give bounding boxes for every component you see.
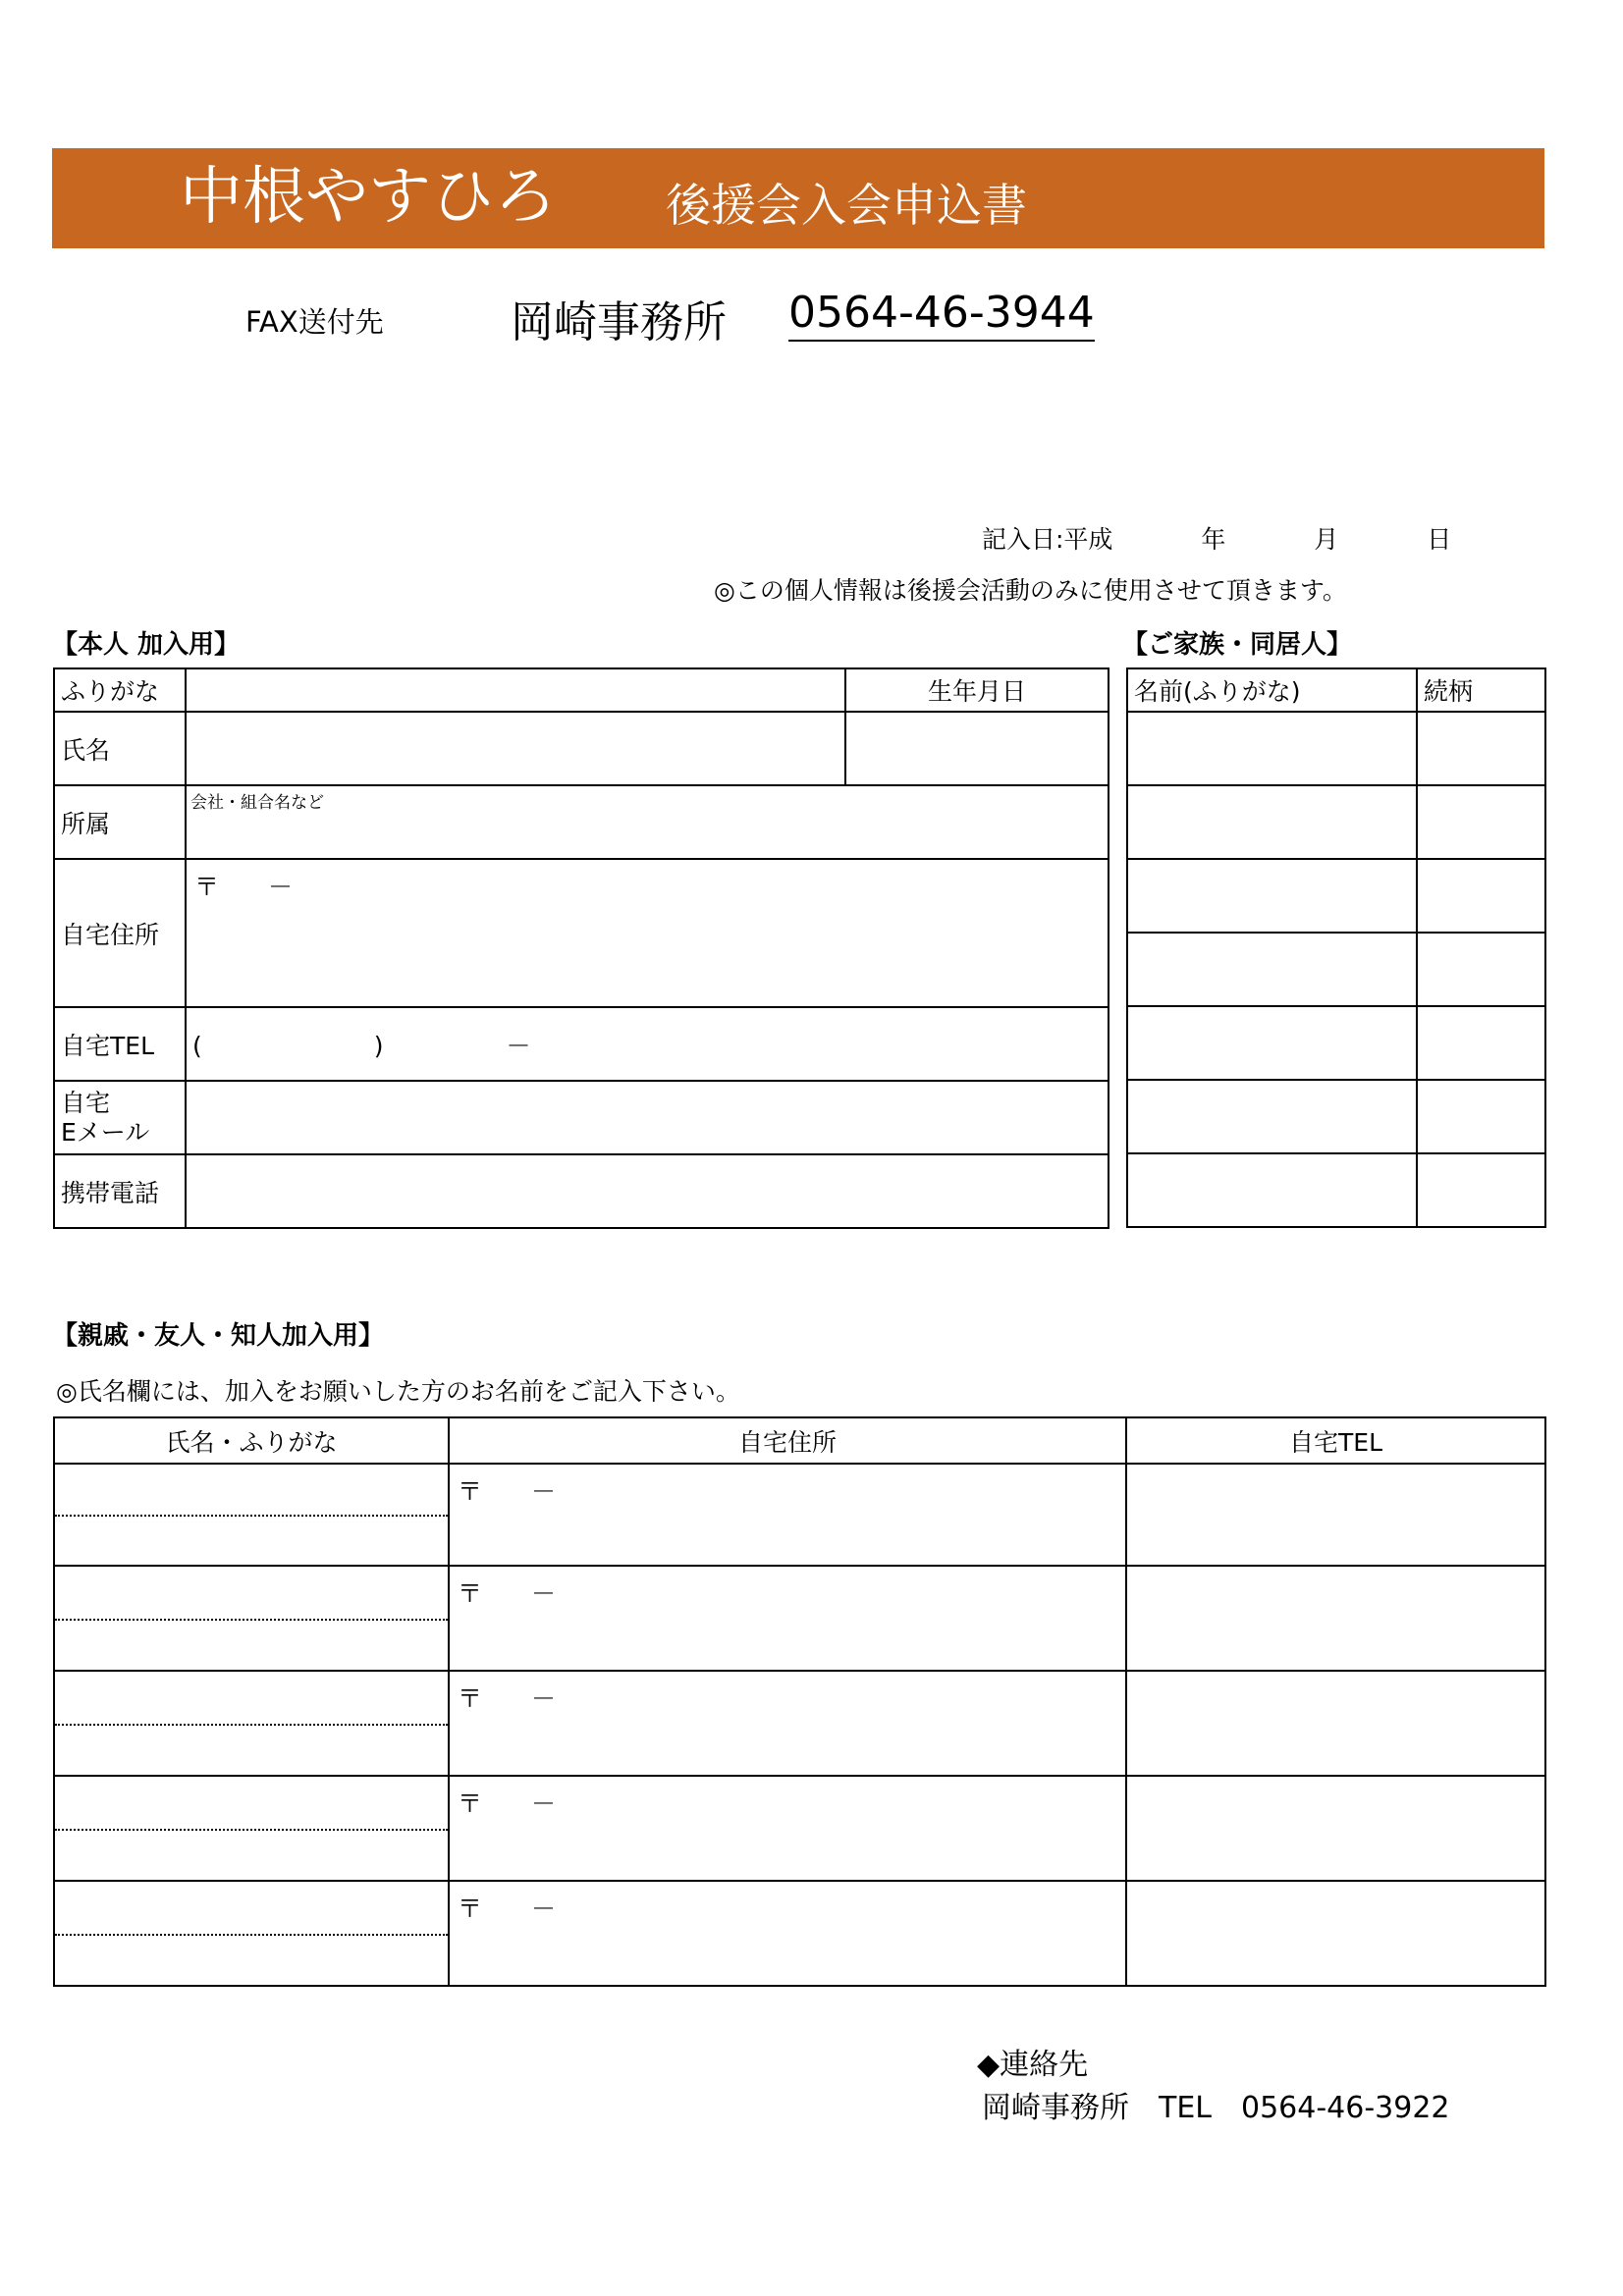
title-banner (52, 148, 1544, 248)
tel-field[interactable]: ( ) － (186, 1007, 1109, 1081)
rel-postal-mark: 〒 － (458, 1477, 557, 1506)
address-field[interactable] (186, 859, 1109, 1007)
family-name-cell[interactable] (1127, 1080, 1417, 1153)
rel-tel-header: 自宅TEL (1126, 1417, 1545, 1464)
family-relation-cell[interactable] (1417, 933, 1545, 1006)
family-name-cell[interactable] (1127, 785, 1417, 859)
family-relation-cell[interactable] (1417, 1080, 1545, 1153)
rel-name-cell[interactable] (54, 1776, 449, 1881)
rel-tel-cell[interactable] (1126, 1566, 1545, 1671)
email-label-line1: 自宅 (61, 1088, 111, 1117)
fax-label: FAX送付先 (245, 305, 384, 339)
rel-name-cell[interactable] (54, 1566, 449, 1671)
privacy-note: ◎この個人情報は後援会活動のみに使用させて頂きます。 (714, 576, 1347, 605)
relatives-note: ◎氏名欄には、加入をお願いした方のお名前をご記入下さい。 (56, 1377, 740, 1406)
rel-address-header: 自宅住所 (449, 1417, 1126, 1464)
rel-address-cell[interactable] (449, 1464, 1126, 1566)
rel-tel-cell[interactable] (1126, 1464, 1545, 1566)
candidate-name: 中根やすひろ (180, 161, 557, 234)
relatives-section-title: 【親戚・友人・知人加入用】 (52, 1321, 385, 1351)
rel-postal-mark: 〒 － (458, 1895, 557, 1923)
family-table (1126, 667, 1546, 1228)
relatives-table (53, 1416, 1546, 1987)
fax-number: 0564-46-3944 (788, 287, 1095, 342)
rel-name-cell[interactable] (54, 1464, 449, 1566)
rel-name-cell[interactable] (54, 1671, 449, 1776)
email-field[interactable] (186, 1081, 1109, 1154)
affiliation-field[interactable] (186, 785, 1109, 859)
contact-line: 岡崎事務所 TEL 0564-46-3922 (982, 2091, 1450, 2125)
birthdate-field[interactable] (845, 712, 1109, 785)
rel-postal-mark: 〒 － (458, 1579, 557, 1608)
family-name-cell[interactable] (1127, 712, 1417, 785)
rel-address-cell[interactable] (449, 1776, 1126, 1881)
family-relation-cell[interactable] (1417, 785, 1545, 859)
furigana-field[interactable] (186, 668, 845, 712)
entry-date-day: 日 (1427, 525, 1452, 554)
entry-date-label: 記入日:平成 (982, 525, 1113, 554)
family-relation-cell[interactable] (1417, 1153, 1545, 1227)
email-label (54, 1081, 186, 1154)
rel-name-header: 氏名・ふりがな (54, 1417, 449, 1464)
name-field[interactable] (186, 712, 845, 785)
furigana-label: ふりがな (54, 668, 186, 712)
family-relation-cell[interactable] (1417, 1006, 1545, 1080)
family-relation-cell[interactable] (1417, 712, 1545, 785)
family-name-cell[interactable] (1127, 859, 1417, 933)
family-name-header: 名前(ふりがな) (1127, 668, 1417, 712)
contact-heading: ◆連絡先 (977, 2048, 1089, 2082)
family-relation-cell[interactable] (1417, 859, 1545, 933)
self-section-title: 【本人 加入用】 (52, 630, 241, 660)
family-section-title: 【ご家族・同居人】 (1122, 630, 1353, 660)
rel-tel-cell[interactable] (1126, 1776, 1545, 1881)
postal-mark: 〒 － (194, 873, 294, 901)
entry-date-month: 月 (1314, 525, 1339, 554)
mobile-label: 携帯電話 (54, 1154, 186, 1228)
entry-date-year: 年 (1201, 525, 1226, 554)
mobile-field[interactable] (186, 1154, 1109, 1228)
affiliation-hint: 会社・組合名など (190, 793, 324, 813)
self-entry-table (53, 667, 1109, 1229)
family-name-cell[interactable] (1127, 1006, 1417, 1080)
name-label: 氏名 (54, 712, 186, 785)
fax-office: 岡崎事務所 (511, 297, 727, 347)
birthdate-label: 生年月日 (845, 668, 1109, 712)
entry-date-line (982, 520, 1451, 556)
rel-name-cell[interactable] (54, 1881, 449, 1986)
rel-address-cell[interactable] (449, 1566, 1126, 1671)
email-label-line2: Eメール (61, 1117, 150, 1147)
form-title: 後援会入会申込書 (666, 179, 1027, 232)
address-label: 自宅住所 (54, 859, 186, 1007)
family-name-cell[interactable] (1127, 1153, 1417, 1227)
rel-address-cell[interactable] (449, 1671, 1126, 1776)
rel-tel-cell[interactable] (1126, 1671, 1545, 1776)
rel-postal-mark: 〒 － (458, 1789, 557, 1818)
rel-tel-cell[interactable] (1126, 1881, 1545, 1986)
family-relation-header: 続柄 (1417, 668, 1545, 712)
rel-postal-mark: 〒 － (458, 1684, 557, 1713)
rel-address-cell[interactable] (449, 1881, 1126, 1986)
tel-label: 自宅TEL (54, 1007, 186, 1081)
affiliation-label: 所属 (54, 785, 186, 859)
family-name-cell[interactable] (1127, 933, 1417, 1006)
